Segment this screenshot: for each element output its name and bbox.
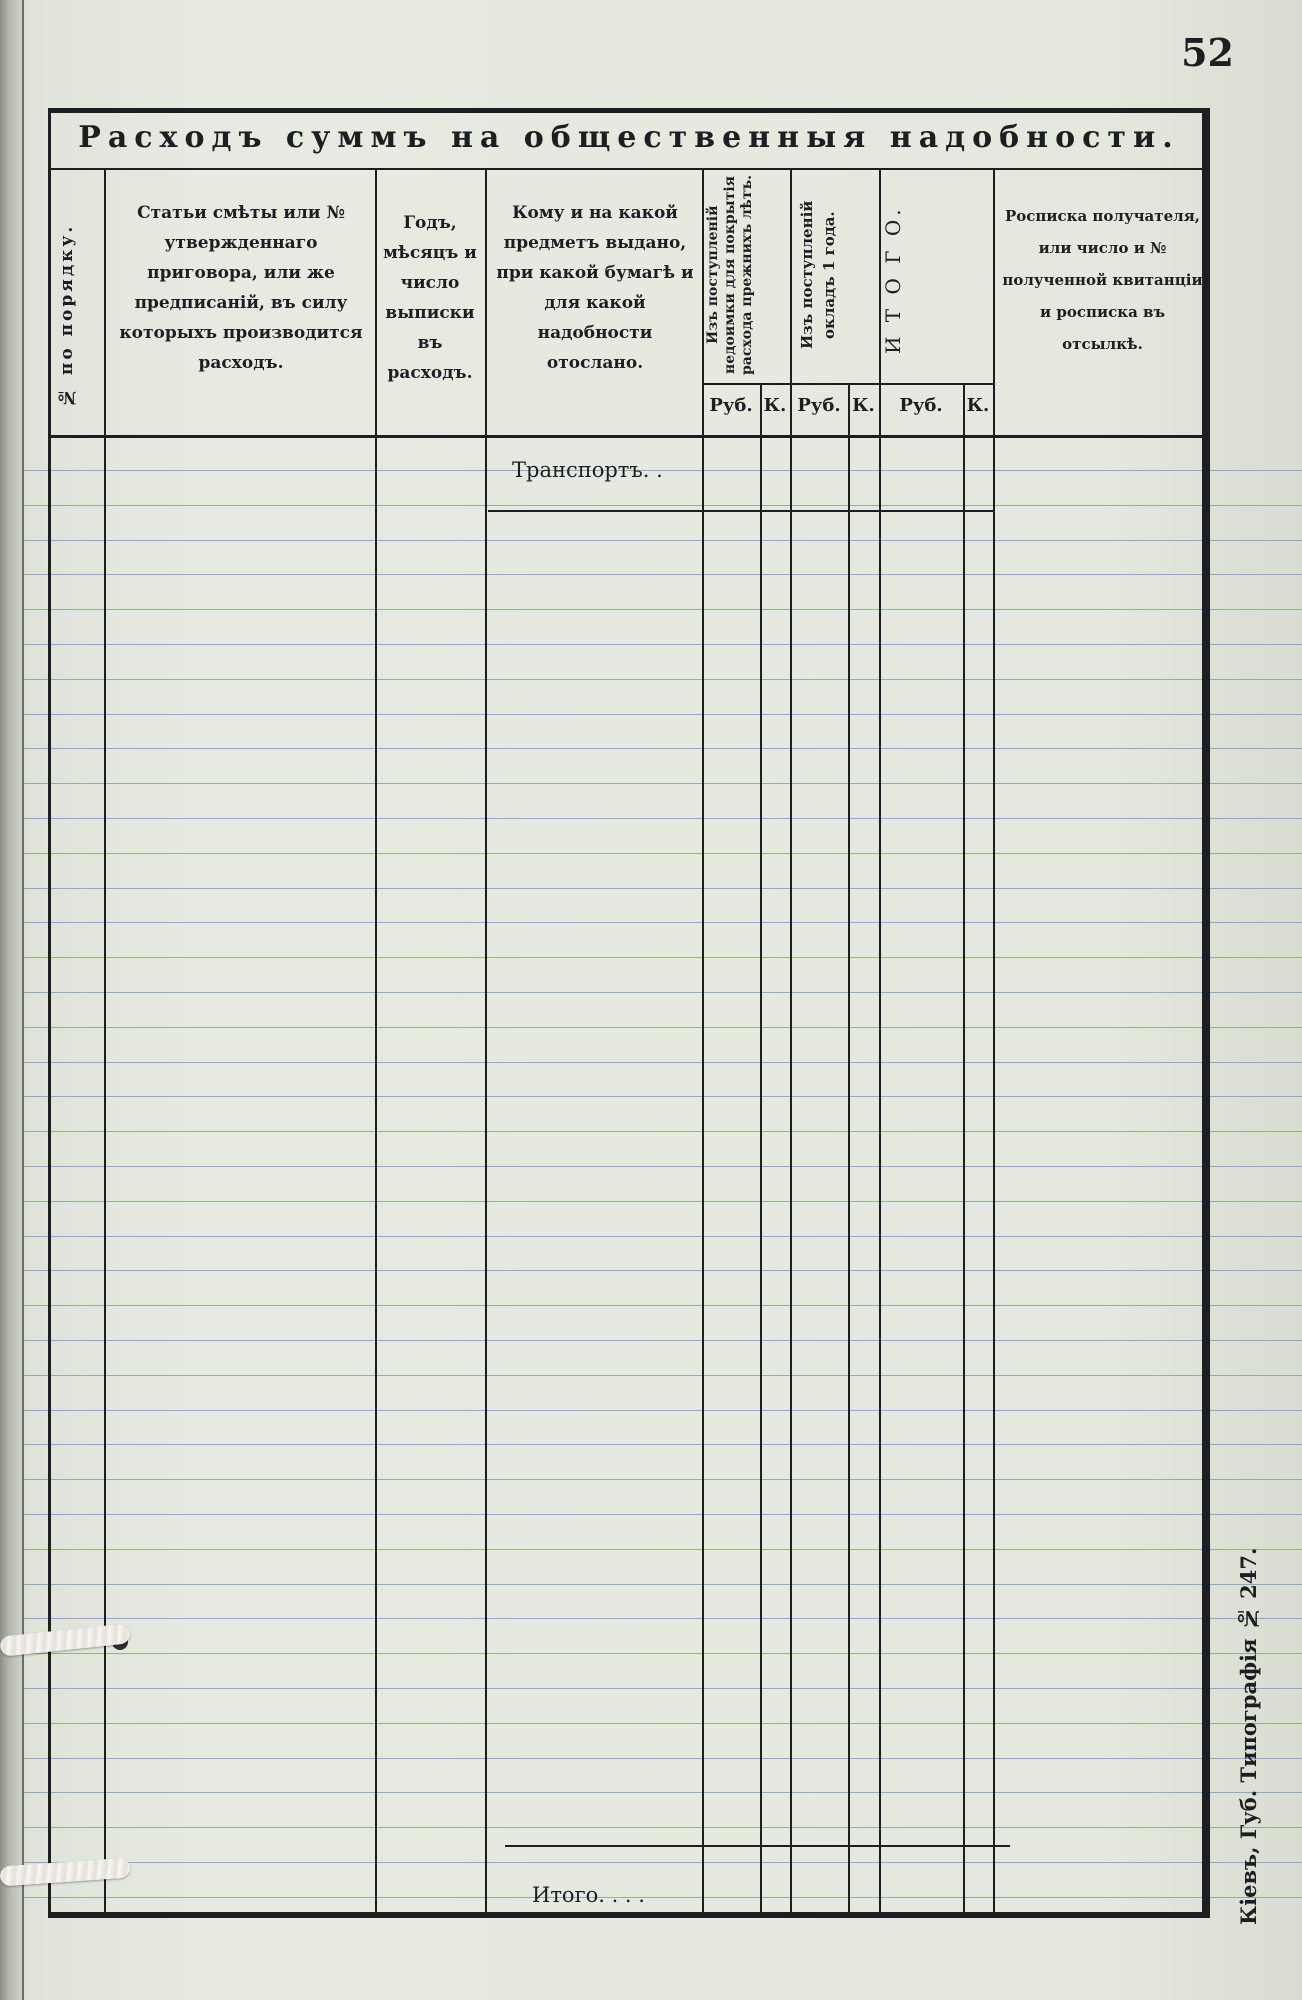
unit-rub-3: Руб. <box>899 395 943 416</box>
unit-rub-1: Руб. <box>709 395 753 416</box>
col-divider-3 <box>485 168 487 1916</box>
col-divider-5a <box>848 385 850 1915</box>
unit-row-top-line <box>702 383 993 385</box>
binding-edge <box>0 0 22 2000</box>
col-divider-4a <box>760 385 762 1915</box>
transport-underline <box>488 510 993 512</box>
col-divider-6a <box>963 385 965 1915</box>
header-col-arrears: Изъ поступленій недоимки для покрытія расхода прежнихъ лѣтъ. <box>705 174 755 376</box>
header-bottom-line <box>48 435 1210 438</box>
printer-imprint: Кіевъ, Губ. Типографія № 247. <box>1236 1547 1261 1925</box>
total-label: Итого. . . . <box>532 1883 645 1907</box>
page-number: 52 <box>1181 30 1234 75</box>
unit-kop-1: К. <box>763 395 787 416</box>
header-col-current-year: Изъ поступленій окладъ 1 года. <box>798 200 838 350</box>
header-col-date: Годъ, мѣсяцъ и число выписки въ расходъ. <box>383 213 477 383</box>
col-divider-4 <box>702 168 704 1916</box>
header-col-estimate: Статьи смѣты или № утвержденнаго приговора, или же предписаній, въ силу которыхъ производится расходъ. <box>119 203 363 373</box>
col-divider-6 <box>879 168 881 1916</box>
ledger-frame <box>48 108 1210 1918</box>
unit-kop-2: К. <box>852 395 875 416</box>
transport-label: Транспортъ. . <box>512 458 663 482</box>
col-divider-1 <box>104 168 106 1916</box>
col-divider-5 <box>790 168 792 1916</box>
total-overline <box>505 1845 1010 1847</box>
col-divider-7 <box>993 168 995 1916</box>
header-col-total: И Т О Г О. <box>881 205 905 355</box>
header-col-number: № по порядку. <box>57 223 77 407</box>
title-divider <box>48 168 1210 170</box>
col-divider-2 <box>375 168 377 1916</box>
binding-fold-line <box>22 0 24 2000</box>
unit-rub-2: Руб. <box>797 395 841 416</box>
unit-kop-3: К. <box>966 395 990 416</box>
header-col-purpose: Кому и на какой предметъ выдано, при какой бумагѣ и для какой надобности отослано. <box>496 203 694 373</box>
header-col-receipt: Росписка получателя, или число и № полученной квитанціи и росписка въ отсылкѣ. <box>1002 207 1203 353</box>
ledger-title: Расходъ суммъ на общественныя надобности. <box>78 120 1180 155</box>
